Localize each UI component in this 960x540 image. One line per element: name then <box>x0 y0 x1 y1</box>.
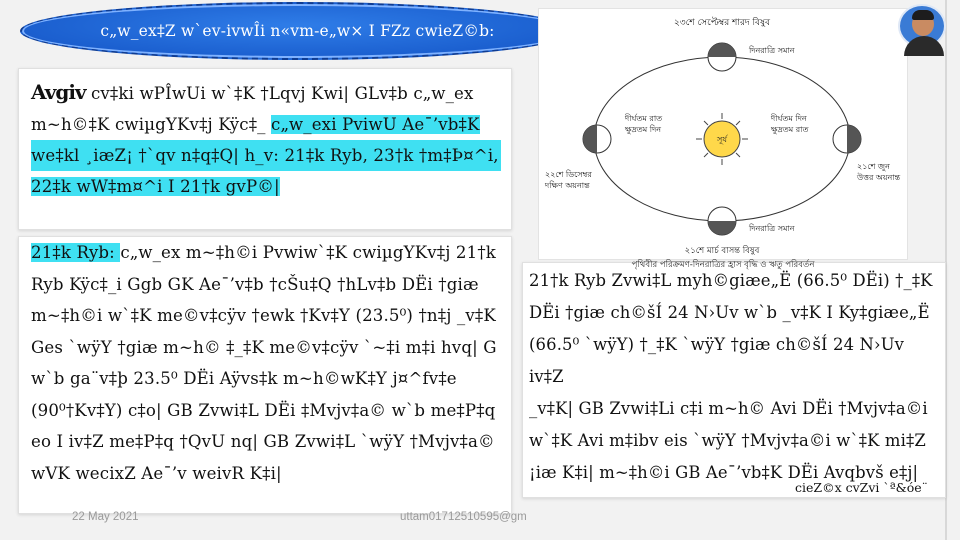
intro-line-2-highlight: c„w_exi PviwU Ae¯’vb‡K <box>271 115 480 134</box>
label-march-equinox: ২১শে মার্চ বাসন্ত বিষুব <box>684 246 760 256</box>
intro-line-2 <box>31 109 501 140</box>
label-top-equal: দিনরাত্রি সমান <box>749 46 795 55</box>
presenter-avatar <box>898 4 946 48</box>
solstice-line-6: ¡iæ K‡i| m~‡h©i GB Ae¯’vb‡K DËi Avqbvš e‡j| <box>529 463 919 482</box>
june21-line-6: (90⁰†Kv‡Y) c‡o| GB Zvwi‡L DËi ‡Mvjv‡a© w`b me‡P‡q <box>31 400 496 420</box>
june21-line-3: m~‡h©i w`‡K me©v‡cÿv †ewk †Kv‡Y (23.5⁰) †n‡j _v‡K <box>31 306 496 325</box>
june21-line-7: eo I iv‡Z me‡P‡q †QvU nq| GB Zvwi‡L `wÿY †Mvjv‡a© <box>31 432 495 451</box>
june21-line-1-text: c„w_ex m~‡h©i Pvwiw`‡K cwiµgYKv‡j 21†k <box>120 243 497 262</box>
solstice-line-2: DËi †giæ ch©šÍ 24 N›Uv w`b _v‡K I Ky‡giæe„Ë <box>529 303 930 322</box>
solstice-line-3: (66.5⁰ `wÿY) †_‡K `wÿY †giæ ch©šÍ 24 N›Uv iv‡Z <box>529 335 905 386</box>
label-june-sub: উত্তর অয়নান্ত <box>857 173 901 182</box>
intro-lead-word: Avgiv <box>31 80 86 104</box>
slide-title-banner <box>20 2 575 60</box>
intro-line-3: we‡kl ¸iæZ¡ †`qv n‡q‡Q| h_v: 21‡k Ryb, 23†k †m‡Þ¤^i, <box>31 140 501 171</box>
footer-date: 22 May 2021 <box>72 511 139 523</box>
earth-bottom-icon <box>708 207 736 235</box>
label-shortest-night: ক্ষুদ্রতম রাত <box>771 125 809 134</box>
avatar-hair <box>912 10 934 20</box>
orbit-svg <box>539 9 909 261</box>
intro-line-4-highlight: 22‡k wW‡m¤^i I 21†k gvP©| <box>31 177 280 196</box>
label-june: ২১শে জুন <box>857 162 890 171</box>
intro-line-2-text: m~h©‡K cwiµgYKv‡j Kÿc‡_ <box>31 115 272 134</box>
solstice-line-5: w`‡K Avi m‡ibv eis `wÿY †Mvjv‡a©i w`‡K mi‡Z <box>529 431 926 450</box>
slide-title: c„w_ex‡Z w`ev-ivwÎi n«vm-e„w× I FZz cwieZ©b: <box>100 22 495 40</box>
label-shortest-day: ক্ষুদ্রতম দিন <box>625 125 662 134</box>
label-sun: সূর্য <box>717 135 727 144</box>
avatar-shoulders <box>904 36 944 56</box>
diagram-caption: পৃথিবীর পরিক্রমণ-দিনরাত্রির হ্রাস বৃদ্ধি ও ঋতু পরিবর্তন <box>631 260 815 270</box>
intro-line-4 <box>31 171 501 202</box>
next-page-note: cieZ©x cvZvi `ª&óe¨ <box>795 480 928 495</box>
june21-line-4: Ges `wÿY †giæ m~h© ‡_‡K me©v‡cÿv `~‡i m‡i hvq| G <box>31 337 497 357</box>
june21-line-2: Ryb Kÿc‡_i Ggb GK Ae¯’v‡b †cŠu‡Q †hLv‡b DËi †giæ <box>31 274 479 294</box>
intro-line-1-text: cv‡ki wPÎwUi w`‡K †Lqvj Kwi| GLv‡b c„w_ex <box>85 84 474 103</box>
june21-line-5: w`b ga¨v‡þ 23.5⁰ DËi Aÿvs‡k m~h©wK‡Y j¤^fv‡e <box>31 369 457 388</box>
solstice-text-box <box>522 262 946 498</box>
label-dec-sub: দক্ষিণ অয়নান্ত <box>545 181 590 190</box>
earth-left-icon <box>583 125 611 153</box>
label-bottom-equal: দিনরাত্রি সমান <box>749 224 795 233</box>
earth-top-icon <box>708 43 736 71</box>
june21-heading: 21‡k Ryb: <box>31 243 121 262</box>
solstice-line-1: 21†k Ryb Zvwi‡L myh©giæe„Ë (66.5⁰ DËi) †_‡K <box>529 271 933 290</box>
label-dec: ২২শে ডিসেম্বর <box>545 170 592 179</box>
footer-email: uttam01712510595@gm <box>400 511 527 523</box>
solstice-line-4: _v‡K| GB Zvwi‡Li c‡i m~h© Avi DËi †Mvjv‡a©i <box>529 399 928 418</box>
earth-orbit-diagram <box>538 8 908 260</box>
earth-right-icon <box>833 125 861 153</box>
label-longest-night: দীর্ঘতম রাত <box>625 114 663 123</box>
june21-line-8: wVK wecixZ Ae¯’v weivR K‡i| <box>31 463 282 483</box>
label-sept-equinox: ২৩শে সেপ্টেম্বর শারদ বিষুব <box>673 18 771 28</box>
intro-line-1 <box>31 77 501 109</box>
june21-line-1 <box>31 237 501 269</box>
label-longest-day: দীর্ঘতম দিন <box>771 114 807 123</box>
june21-text-box <box>18 236 512 514</box>
intro-text-box <box>18 68 512 230</box>
